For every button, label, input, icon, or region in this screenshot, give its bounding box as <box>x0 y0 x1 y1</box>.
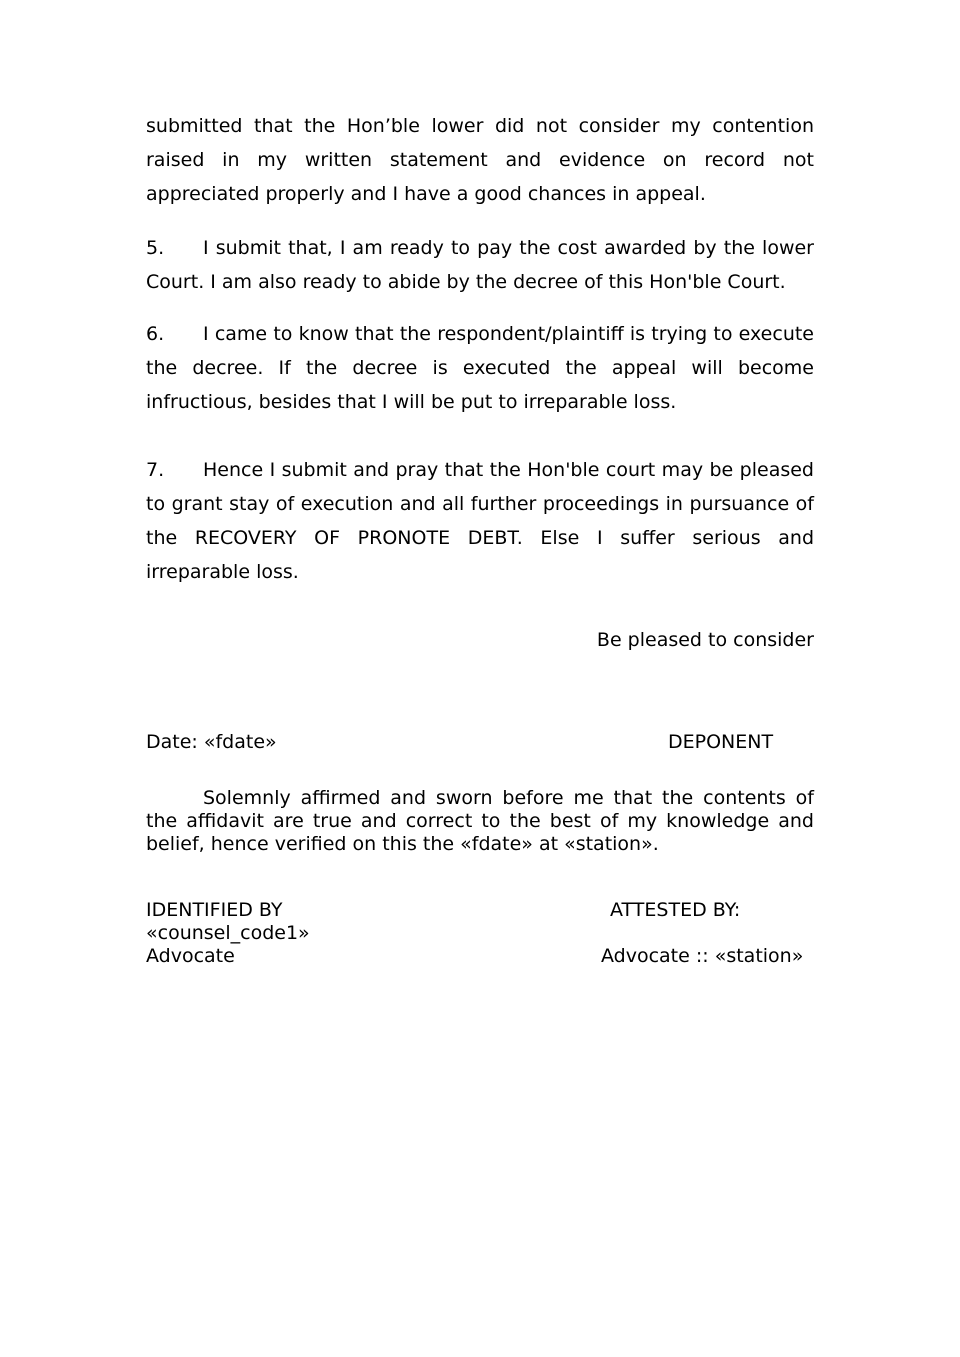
attested-advocate-station: Advocate :: «station» <box>601 945 804 967</box>
paragraph-number: 7. <box>146 459 165 481</box>
paragraph-number: 6. <box>146 323 165 345</box>
paragraph-text: Hence I submit and pray that the Hon'ble court may be pleased to grant stay of execution and all further proceedings in pursuance of the RECOVERY OF PRONOTE DEBT. Else I suffer serious and irreparable loss. <box>146 459 814 583</box>
paragraph-5 <box>146 231 814 299</box>
intro-paragraph-text: submitted that the Hon’ble lower did not consider my contention raised in my written statement and evidence on record not appreciated properly and I have a good chances in appeal. <box>146 115 814 205</box>
paragraph-number: 5. <box>146 237 165 259</box>
identified-by-block <box>146 899 310 968</box>
date-line: Date: «fdate» <box>146 731 277 753</box>
identified-advocate-label: Advocate <box>146 945 235 967</box>
attested-by-heading: ATTESTED BY: <box>610 899 741 921</box>
identified-by-heading: IDENTIFIED BY <box>146 899 283 921</box>
deponent-label: DEPONENT <box>668 731 774 753</box>
paragraph-text: I came to know that the respondent/plaintiff is trying to execute the decree. If the decree is executed the appeal will become infructious, besides that I will be put to irreparable loss. <box>146 323 814 413</box>
paragraph-text: I submit that, I am ready to pay the cost awarded by the lower Court. I am also ready to abide by the decree of this Hon'ble Court. <box>146 237 814 293</box>
paragraph-6 <box>146 317 814 419</box>
affirmation-paragraph: Solemnly affirmed and sworn before me that the contents of the affidavit are true and correct to the best of my knowledge and belief, hence verified on this the «fdate» at «station». <box>146 787 814 855</box>
closing-line: Be pleased to consider <box>596 629 814 651</box>
counsel-code: «counsel_code1» <box>146 922 310 944</box>
paragraph-7 <box>146 453 814 589</box>
intro-paragraph <box>146 109 814 211</box>
